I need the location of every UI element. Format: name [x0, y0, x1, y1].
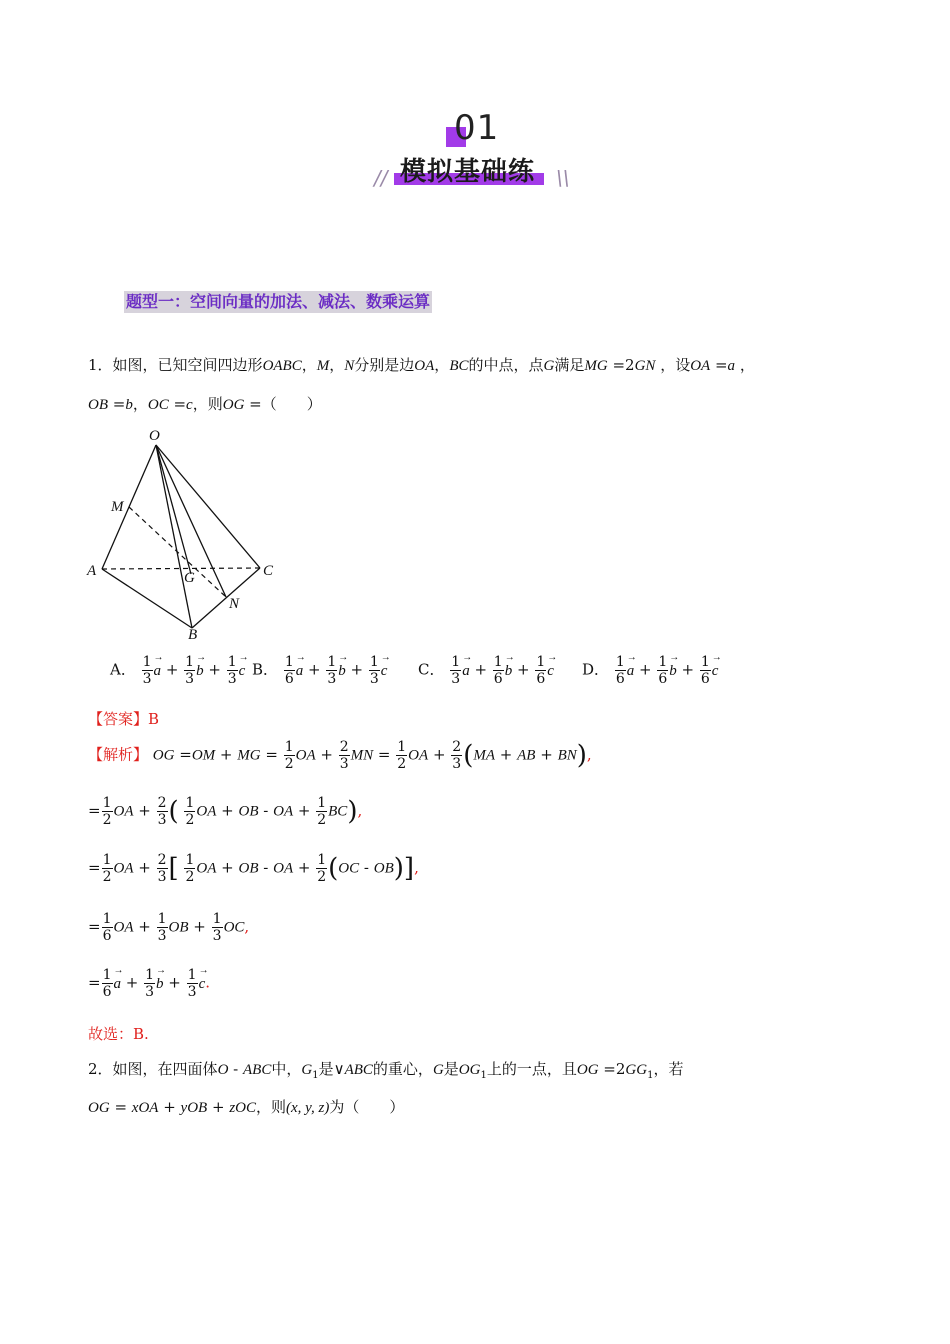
q1-analysis-line4: = $\frac{1}{6}$ OA + $\frac{1}{3}$ OB + $\frac{1}{3}$ OC, [88, 911, 250, 944]
option-b[interactable]: B． $\frac{1}{6}$ → a + $\frac{1}{3}$ → b + $\frac{1}{3}$ → c [252, 655, 387, 686]
label-O: O [149, 428, 160, 444]
q1-stem-line1: 1．如图，已知空间四边形OABC，M，N分别是边OA，BC的中点，点G满足MG =2GN ，设OA =a ， [88, 356, 755, 374]
chapter-number: 01 [454, 108, 500, 148]
option-a[interactable]: A． $\frac{1}{3}$ → a + $\frac{1}{3}$ → b + $\frac{1}{3}$ → c [110, 655, 245, 686]
q1-analysis-line5: = $\frac{1}{6}$ → a + $\frac{1}{3}$ → b + $\frac{1}{3}$ → c. [88, 968, 210, 999]
q1-stem-line2: OB =b，OC =c，则OG =（ ） [88, 395, 322, 413]
section-heading: 题型一：空间向量的加法、减法、数乘运算 [126, 292, 431, 311]
option-d[interactable]: D． $\frac{1}{6}$ → a + $\frac{1}{6}$ → b + $\frac{1}{6}$ → c [582, 655, 718, 686]
q1-answer: 【答案】B [88, 710, 160, 728]
tetrahedron-figure [80, 425, 290, 647]
label-N: N [229, 596, 240, 612]
option-c[interactable]: C． $\frac{1}{3}$ → a + $\frac{1}{6}$ → b + $\frac{1}{6}$ → c [418, 655, 554, 686]
q2-stem-line2: OG = xOA + yOB + zOC，则(x, y, z)为（ ） [88, 1098, 405, 1116]
label-A: A [87, 563, 97, 579]
label-C: C [263, 563, 274, 579]
label-M: M [111, 499, 124, 515]
decor-slash-left: // [374, 166, 388, 190]
label-B: B [188, 627, 198, 643]
page-title: 模拟基础练 [400, 157, 536, 187]
label-G: G [184, 570, 195, 586]
q1-analysis-line3: = $\frac{1}{2}$ OA + $\frac{2}{3}$ [ $\frac{1}{2}$ OA + OB - OA + $\frac{1}{2}$ (OC - OB)], [88, 852, 419, 885]
q1-analysis-line2: = $\frac{1}{2}$ OA + $\frac{2}{3}$ ( $\frac{1}{2}$ OA + OB - OA + $\frac{1}{2}$ BC), [88, 795, 363, 828]
q1-conclusion: 故选：B. [88, 1025, 149, 1043]
q2-stem-line1: 2．如图，在四面体O - ABC中，$G_1$是∨ABC的重心，G是$OG_1$上的一点，且OG $=2GG_1$，若 [88, 1060, 684, 1081]
decor-slash-right: \\ [556, 166, 570, 190]
q1-analysis-line1: 【解析】 OG =OM + MG = $\frac{1}{2}$ OA + $\frac{2}{3}$ MN = $\frac{1}{2}$ OA + $\frac{2}{3}$ (MA + AB + BN), [88, 739, 592, 772]
